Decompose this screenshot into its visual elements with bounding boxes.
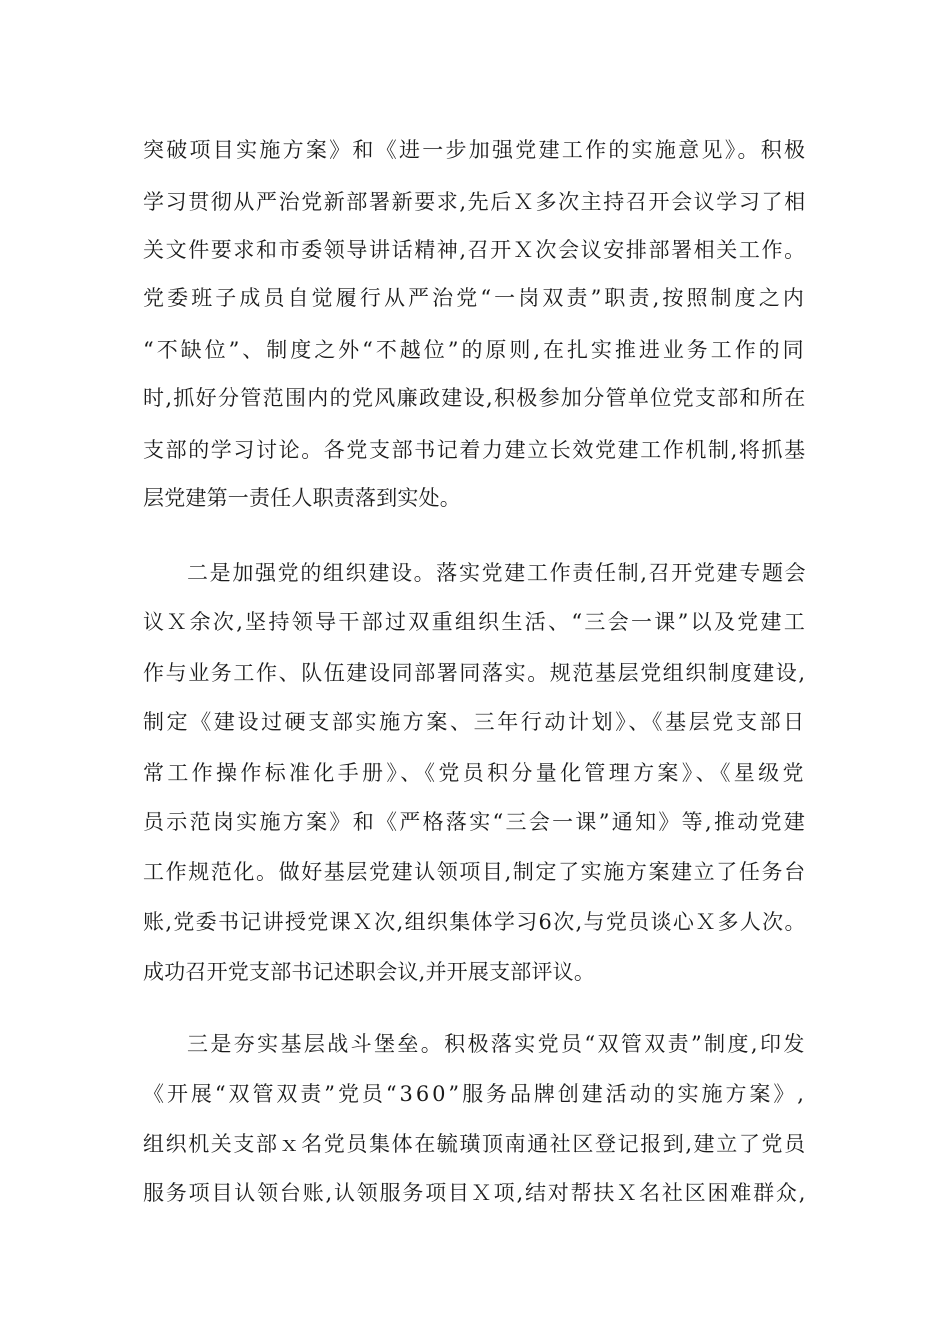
text-line: 党委班子成员自觉履行从严治党“一岗双责”职责,按照制度之内 [143,286,807,310]
text-line: 层党建第一责任人职责落到实处。 [143,486,461,510]
text-line: 员示范岗实施方案》和《严格落实“三会一课”通知》等,推动党建 [143,810,808,834]
text-line: “不缺位”、制度之外“不越位”的原则,在扎实推进业务工作的同 [143,338,807,362]
text-line: 关文件要求和市委领导讲话精神,召开Ｘ次会议安排部署相关工作。 [143,238,807,262]
text-line: 时,抓好分管范围内的党风廉政建设,积极参加分管单位党支部和所在 [143,386,807,410]
text-line: 常工作操作标准化手册》、《党员积分量化管理方案》、《星级党 [143,761,807,785]
text-line: 作与业务工作、队伍建设同部署同落实。规范基层党组织制度建设, [143,661,807,685]
text-line: 支部的学习讨论。各党支部书记着力建立长效党建工作机制,将抓基 [143,438,807,462]
text-line: 三是夯实基层战斗堡垒。积极落实党员“双管双责”制度,印发 [187,1032,807,1056]
text-line: 《开展“双管双责”党员“360”服务品牌创建活动的实施方案》, [143,1082,807,1106]
text-line: 成功召开党支部书记述职会议,并开展支部评议。 [143,960,596,984]
text-line: 账,党委书记讲授党课Ｘ次,组织集体学习6次,与党员谈心Ｘ多人次。 [143,910,807,934]
text-line: 学习贯彻从严治党新部署新要求,先后Ｘ多次主持召开会议学习了相 [143,190,807,214]
text-line: 突破项目实施方案》和《进一步加强党建工作的实施意见》。积极 [143,138,808,162]
text-line: 二是加强党的组织建设。落实党建工作责任制,召开党建专题会 [187,561,808,585]
text-line: 组织机关支部ｘ名党员集体在毓璜顶南通社区登记报到,建立了党员 [143,1132,807,1156]
text-line: 议Ｘ余次,坚持领导干部过双重组织生活、“三会一课”以及党建工 [143,610,808,634]
text-line: 制定《建设过硬支部实施方案、三年行动计划》、《基层党支部日 [143,710,807,734]
text-line: 服务项目认领台账,认领服务项目Ｘ项,结对帮扶Ｘ名社区困难群众, [143,1181,808,1205]
text-line: 工作规范化。做好基层党建认领项目,制定了实施方案建立了任务台 [143,860,807,884]
